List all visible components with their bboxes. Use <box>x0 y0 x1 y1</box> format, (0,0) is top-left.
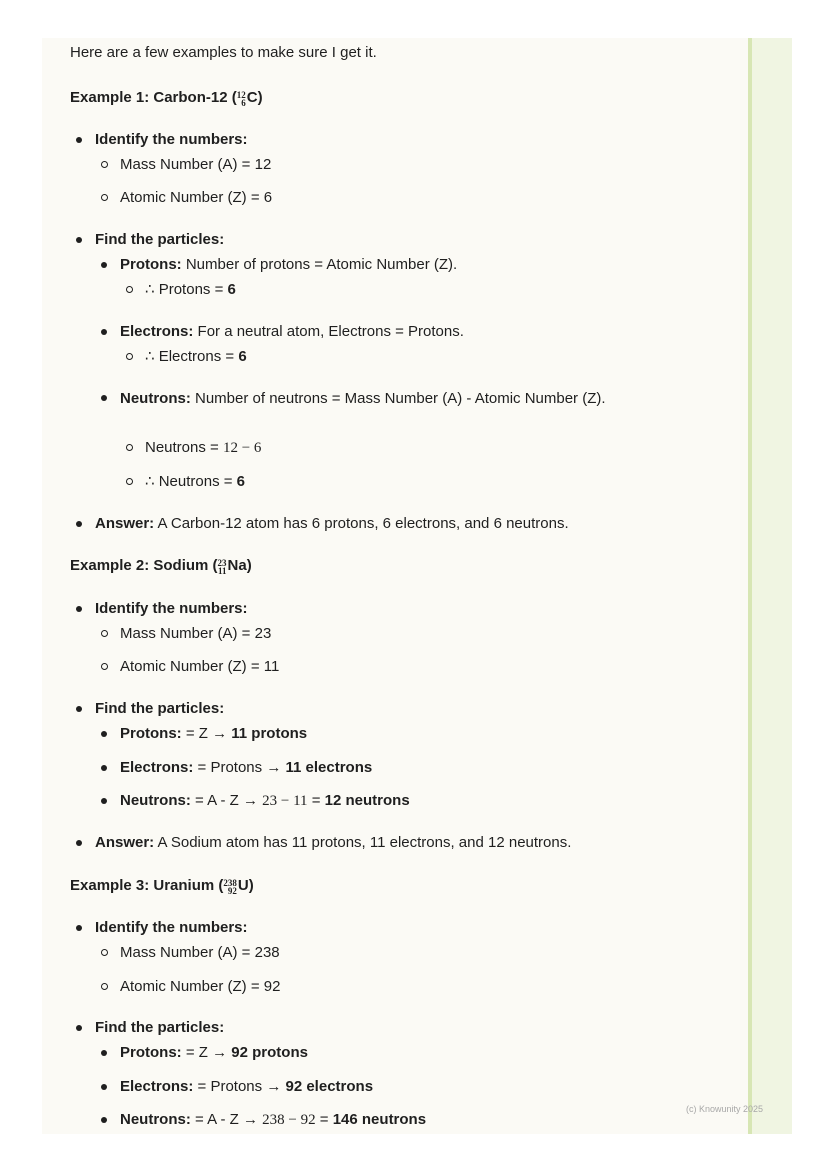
list-item: Protons: = Z → 11 protons <box>120 724 307 744</box>
list-item: Identify the numbers: <box>95 599 248 619</box>
list-item: ∴ Protons = 6 <box>145 280 236 300</box>
side-panel <box>748 38 792 1134</box>
list-item: Answer: A Carbon-12 atom has 6 protons, 6 electrons, and 6 neutrons. <box>95 514 569 534</box>
isotope-notation: 12 6 <box>236 90 246 108</box>
example-2-heading: Example 2: Sodium ( 23 11 Na) <box>70 557 252 576</box>
list-item: Neutrons = 12 − 6 <box>145 438 261 458</box>
copyright-footer: (c) Knowunity 2025 <box>686 1104 764 1114</box>
list-item: Mass Number (A) = 238 <box>120 943 280 963</box>
intro-text: Here are a few examples to make sure I get it. <box>70 44 377 61</box>
isotope-notation: 238 92 <box>223 878 237 896</box>
list-item: Atomic Number (Z) = 6 <box>120 188 272 208</box>
list-item: Protons: Number of protons = Atomic Number (Z). <box>120 255 457 275</box>
list-item: Mass Number (A) = 12 <box>120 155 271 175</box>
list-item: ∴ Neutrons = 6 <box>145 472 245 492</box>
side-rule <box>748 38 752 1134</box>
list-item: Neutrons: = A - Z → 238 − 92 = 146 neutrons <box>120 1110 426 1130</box>
list-item: Electrons: = Protons → 11 electrons <box>120 758 372 778</box>
list-item: Atomic Number (Z) = 11 <box>120 657 279 677</box>
list-item: Neutrons: = A - Z → 23 − 11 = 12 neutrons <box>120 791 410 811</box>
list-item: Protons: = Z → 92 protons <box>120 1043 308 1063</box>
list-item: Electrons: = Protons → 92 electrons <box>120 1077 373 1097</box>
list-item: Neutrons: Number of neutrons = Mass Number (A) - Atomic Number (Z). <box>120 387 620 410</box>
list-item: ∴ Electrons = 6 <box>145 347 247 367</box>
document-page <box>42 38 748 1134</box>
list-item: Atomic Number (Z) = 92 <box>120 977 280 997</box>
list-item: Answer: A Sodium atom has 11 protons, 11 electrons, and 12 neutrons. <box>95 833 571 853</box>
example-1-heading: Example 1: Carbon-12 ( 12 6 C) <box>70 89 263 108</box>
list-item: Identify the numbers: <box>95 918 248 938</box>
example-3-heading: Example 3: Uranium ( 238 92 U) <box>70 877 254 896</box>
list-item: Mass Number (A) = 23 <box>120 624 271 644</box>
list-item: Find the particles: <box>95 1018 224 1038</box>
list-item: Find the particles: <box>95 699 224 719</box>
list-item: Electrons: For a neutral atom, Electrons = Protons. <box>120 322 464 342</box>
list-item: Identify the numbers: <box>95 130 248 150</box>
isotope-notation: 23 11 <box>217 558 227 576</box>
list-item: Find the particles: <box>95 230 224 250</box>
